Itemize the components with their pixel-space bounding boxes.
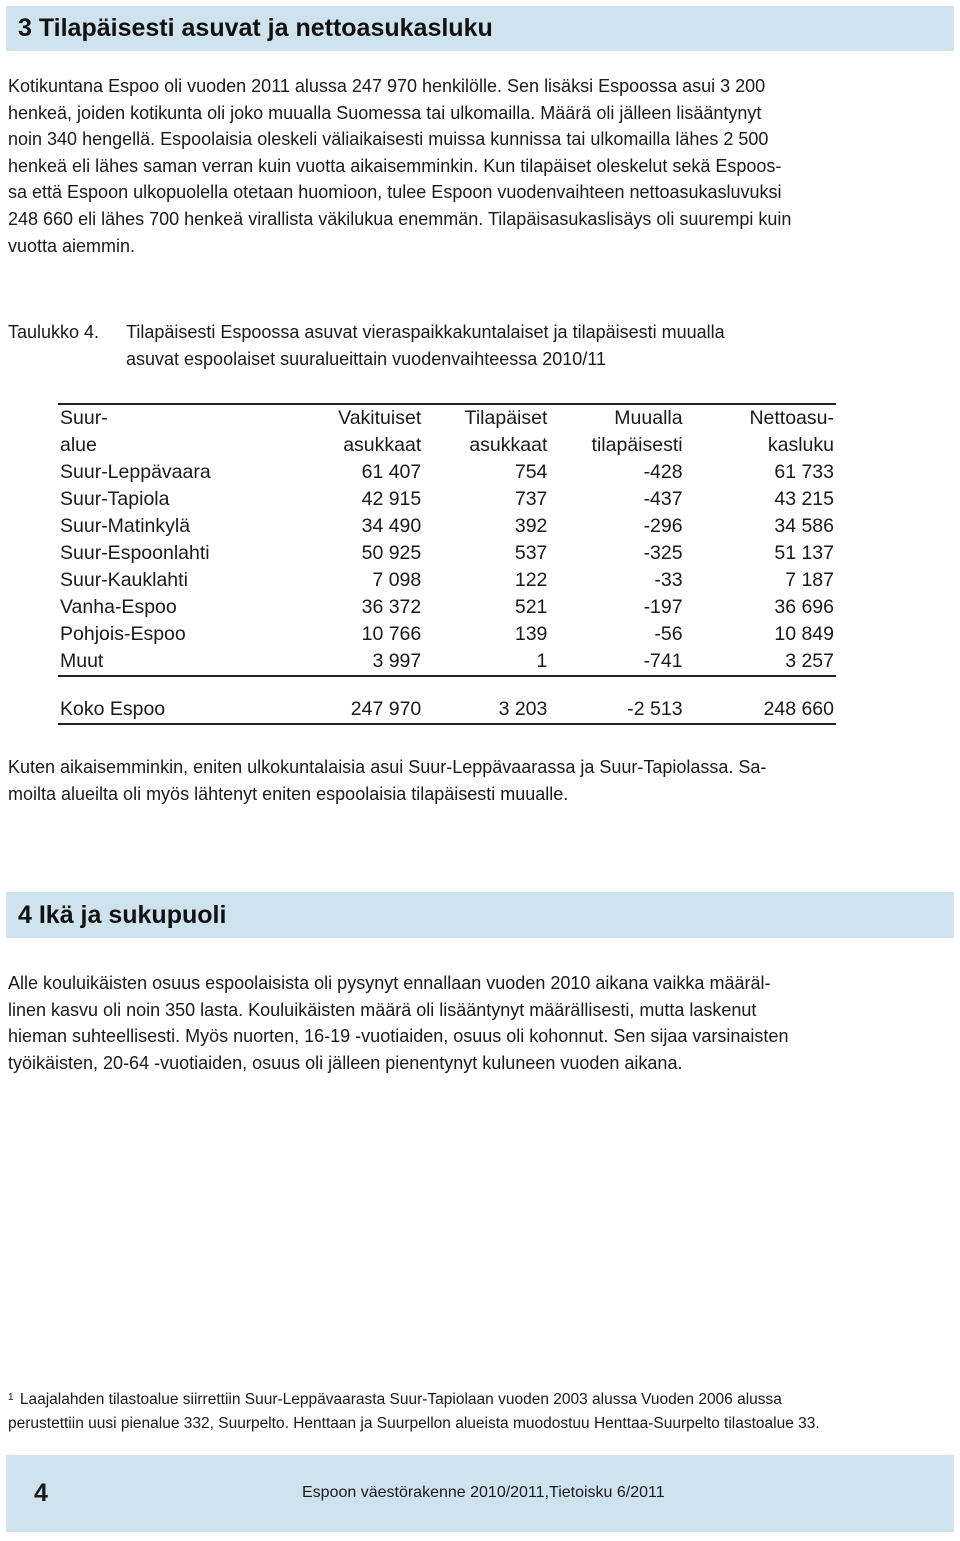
paragraph-line: noin 340 hengellä. Espoolaisia oleskeli väliaikaisesti muissa kunnissa tai ulkomailla lähes 2 500 xyxy=(8,129,769,150)
table-cell: -741 xyxy=(643,650,683,672)
table-cell: 36 696 xyxy=(774,596,834,618)
header-cell: kasluku xyxy=(767,434,834,456)
table-cell: 521 xyxy=(514,596,548,618)
table-cell: 61 407 xyxy=(361,461,422,483)
header-cell: tilapäisesti xyxy=(591,434,683,456)
section-4-title: 4 Ikä ja sukupuoli xyxy=(18,900,227,929)
paragraph-line: hieman suhteellisesti. Myös nuorten, 16-19 -vuotiaiden, osuus oli kohonnut. Sen sijaa varsinaisten xyxy=(8,1026,789,1047)
table-cell: -56 xyxy=(654,623,683,645)
paragraph-line: 248 660 eli lähes 700 henkeä virallista väkilukua enemmän. Tilapäisasukaslisäys oli suurempi kuin xyxy=(8,208,792,229)
table-cell: 3 203 xyxy=(423,695,549,724)
header-row xyxy=(58,404,836,432)
table-cell: 36 372 xyxy=(361,596,422,618)
section-4-paragraph xyxy=(8,970,952,1076)
table-row xyxy=(58,540,836,567)
table-cell: -325 xyxy=(643,542,683,564)
paragraph-line: Kotikuntana Espoo oli vuoden 2011 alussa 247 970 henkilölle. Sen lisäksi Espoossa asui 3 200 xyxy=(8,76,766,96)
paragraph-line: vuotta aiemmin. xyxy=(8,235,136,256)
paragraph-line: henkeä eli lähes saman verran kuin vuotta aikaisemminkin. Kun tilapäiset oleskelut sekä Espoos- xyxy=(8,155,782,176)
table-cell: 122 xyxy=(514,569,548,591)
table-cell: Pohjois-Espoo xyxy=(60,623,186,645)
header-cell: asukkaat xyxy=(343,434,422,456)
table-cell: 247 970 xyxy=(300,695,423,724)
table-row xyxy=(58,459,836,486)
table-cell: Suur-Leppävaara xyxy=(60,461,211,483)
table-cell: Suur-Matinkylä xyxy=(60,515,191,537)
section-3-heading xyxy=(6,6,954,51)
header-cell: Suur- xyxy=(58,404,300,432)
paragraph-line: Kuten aikaisemminkin, eniten ulkokuntalaisia asui Suur-Leppävaarassa ja Suur-Tapiolassa. Sa- xyxy=(8,757,767,777)
table-cell: 10 766 xyxy=(361,623,422,645)
footnote xyxy=(8,1388,948,1436)
paragraph-line: linen kasvu oli noin 350 lasta. Kouluikäisten määrä oli lisääntynyt määrällisesti, mutta laskenut xyxy=(8,999,757,1020)
table-cell: 7 187 xyxy=(785,569,834,591)
table-row xyxy=(58,513,836,540)
table-cell: Vanha-Espoo xyxy=(60,596,177,618)
table-cell: -2 513 xyxy=(549,695,684,724)
table-cell: 61 733 xyxy=(774,461,834,483)
table-cell: 51 137 xyxy=(774,542,834,564)
table-cell: 392 xyxy=(514,515,548,537)
table-cell: 50 925 xyxy=(361,542,422,564)
section-3-paragraph xyxy=(8,73,952,259)
table-cell: 248 660 xyxy=(685,695,836,724)
table-row xyxy=(58,594,836,621)
table-cell: Suur-Kauklahti xyxy=(60,569,188,591)
table-cell: Suur-Tapiola xyxy=(60,488,170,510)
table-cell: 1 xyxy=(536,650,548,672)
table-divider xyxy=(58,676,836,695)
table-cell: -437 xyxy=(643,488,683,510)
table-cell: Suur-Espoonlahti xyxy=(60,542,210,564)
table-cell: 34 586 xyxy=(774,515,834,537)
header-cell: asukkaat xyxy=(469,434,548,456)
footnote-line-1 xyxy=(8,1388,948,1412)
paragraph-line: työikäisten, 20-64 -vuotiaiden, osuus oli jälleen pienentynyt kuluneen vuoden aikana. xyxy=(8,1052,683,1073)
table-cell: -197 xyxy=(643,596,683,618)
population-table xyxy=(58,403,836,725)
table-cell: 10 849 xyxy=(774,623,834,645)
publication-title: Espoon väestörakenne 2010/2011,Tietoisku 6/2011 xyxy=(302,1484,665,1501)
table-cell: -296 xyxy=(643,515,683,537)
table-cell: -33 xyxy=(654,569,683,591)
caption-text-1: Tilapäisesti Espoossa asuvat vieraspaikkakuntalaiset ja tilapäisesti muualla xyxy=(126,322,725,342)
page-footer xyxy=(6,1455,954,1532)
table-cell: 139 xyxy=(514,623,548,645)
caption-text-2: asuvat espoolaiset suuralueittain vuodenvaihteessa 2010/11 xyxy=(126,349,607,369)
table-cell: 3 997 xyxy=(372,650,422,672)
caption-line-1 xyxy=(8,319,908,346)
after-table-paragraph xyxy=(8,754,952,807)
table-total-row xyxy=(58,695,836,724)
footnote-text-1: Laajalahden tilastoalue siirrettiin Suur-Leppävaarasta Suur-Tapiolaan vuoden 2003 alussa Vuoden 2006 alussa xyxy=(19,1391,782,1408)
table-cell: 3 257 xyxy=(785,650,834,672)
table-cell: 737 xyxy=(514,488,548,510)
table-row xyxy=(58,648,836,676)
header-row xyxy=(58,432,836,459)
table-cell: -428 xyxy=(643,461,683,483)
page-number: 4 xyxy=(34,1479,48,1507)
paragraph-line: moilta alueilta oli myös lähtenyt eniten espoolaisia tilapäisesti muualle. xyxy=(8,783,569,804)
table-cell: 43 215 xyxy=(774,488,834,510)
table-cell: Muut xyxy=(60,650,104,672)
paragraph-line: Alle kouluikäisten osuus espoolaisista oli pysynyt ennallaan vuoden 2010 aikana vaikka määräl- xyxy=(8,973,771,993)
table-row xyxy=(58,567,836,594)
header-cell: Tilapäiset xyxy=(423,404,549,432)
table-row xyxy=(58,621,836,648)
footnote-marker: 1 xyxy=(8,1392,14,1403)
table-cell: 754 xyxy=(514,461,548,483)
table-caption xyxy=(8,319,908,373)
table-row xyxy=(58,486,836,513)
table-cell: 537 xyxy=(514,542,548,564)
header-cell: Muualla xyxy=(549,404,684,432)
section-3-title: 3 Tilapäisesti asuvat ja nettoasukasluku xyxy=(18,14,493,42)
section-4-heading xyxy=(6,892,954,938)
paragraph-line: henkeä, joiden kotikunta oli joko muualla Suomessa tai ulkomailla. Määrä oli jälleen lisääntynyt xyxy=(8,102,762,123)
header-cell: Vakituiset xyxy=(300,404,423,432)
table-cell: 34 490 xyxy=(361,515,422,537)
table-cell: 7 098 xyxy=(372,569,422,591)
table-header xyxy=(58,404,836,459)
paragraph-line: sa että Espoon ulkopuolella otetaan huomioon, tulee Espoon vuodenvaihteen nettoasukasluvuksi xyxy=(8,182,782,203)
header-cell: alue xyxy=(60,434,97,456)
table-cell: Koko Espoo xyxy=(58,695,300,724)
footnote-text-2: perustettiin uusi pienalue 332, Suurpelto. Henttaan ja Suurpellon alueista muodostuu Henttaa-Suurpelto tilastoalue 33. xyxy=(8,1415,820,1432)
table-cell: 42 915 xyxy=(361,488,422,510)
header-cell: Nettoasu- xyxy=(685,404,836,432)
caption-label: Taulukko 4. xyxy=(8,322,100,342)
